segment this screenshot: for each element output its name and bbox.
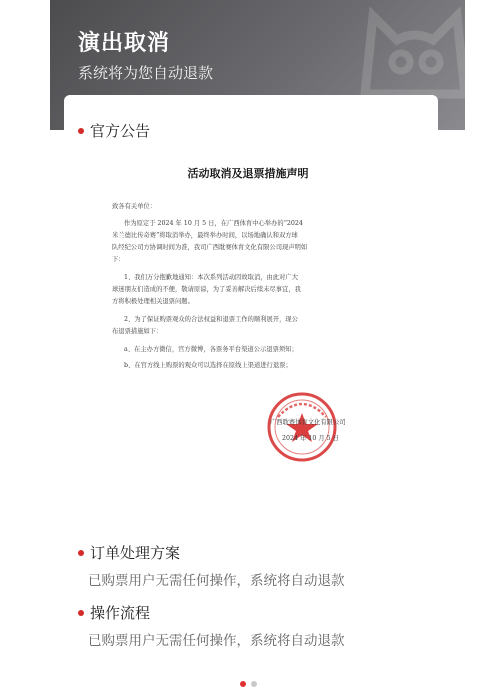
plan-section-header (78, 542, 180, 563)
bullet-dot-icon (78, 128, 84, 134)
document-paragraph-line: 作为原定于 2024 年 10 月 5 日，在广西体育中心举办的“2024 (124, 220, 303, 227)
document-item-line: 2、为了保证购票观众的合法权益和退票工作的顺利展开，现公 (124, 316, 299, 323)
flow-description: 已购票用户无需任何操作，系统将自动退款 (88, 633, 345, 649)
page-indicator (240, 681, 257, 687)
document-item-line: 布退票措施如下： (112, 328, 163, 335)
content-card (64, 95, 438, 689)
document-subitem-b: b、在官方线上购票的观众可以选择在原线上渠道进行退票； (124, 362, 292, 369)
document-item-line: 1、我们万分抱歉地通知：本次系列活动因故取消，由此对广大 (124, 274, 299, 281)
document-paragraph-line: 队经纪公司方协调时间为准，我司广西耽赛体育文化有限公司现声明如 (112, 244, 308, 251)
notice-section-label: 官方公告 (90, 122, 151, 140)
page-subtitle: 系统将为您自动退款 (78, 64, 214, 82)
signature-organization: 广西耽赛体育文化有限公司 (270, 419, 346, 426)
event-page (50, 0, 465, 689)
plan-description: 已购票用户无需任何操作，系统将自动退款 (88, 573, 345, 589)
page-dot[interactable] (251, 681, 257, 687)
flow-section-label: 操作流程 (90, 604, 151, 622)
document-paragraph-line: 米兰德比传奇赛”将取消举办，最终举办时间，以场地确认和双方球 (112, 232, 298, 239)
document-subitem-a: a、在主办方微信，官方微博，各票务平台渠道公示退票须知； (124, 346, 298, 353)
page-title: 演出取消 (78, 31, 171, 56)
document-item-line: 球迷朋友们造成的不便，敬请原谅，为了妥善解决后续未尽事宜，我 (112, 286, 301, 293)
bullet-dot-icon (78, 610, 84, 616)
cat-watermark-icon (355, 0, 465, 104)
document-item-line: 方将积极处理相关退票问题。 (112, 298, 194, 305)
flow-section-header (78, 602, 150, 623)
notice-section-header (78, 120, 150, 141)
plan-section-label: 订单处理方案 (90, 544, 181, 562)
signature-date: 2024 年 10 月 5 日 (282, 435, 339, 442)
bullet-dot-icon (78, 550, 84, 556)
announcement-document[interactable] (88, 155, 408, 545)
document-paragraph-line: 下： (112, 256, 125, 263)
document-greeting: 致各有关单位： (112, 203, 157, 210)
document-title: 活动取消及退票措施声明 (187, 167, 309, 180)
page-dot-active[interactable] (240, 681, 246, 687)
company-seal-icon (266, 391, 338, 463)
